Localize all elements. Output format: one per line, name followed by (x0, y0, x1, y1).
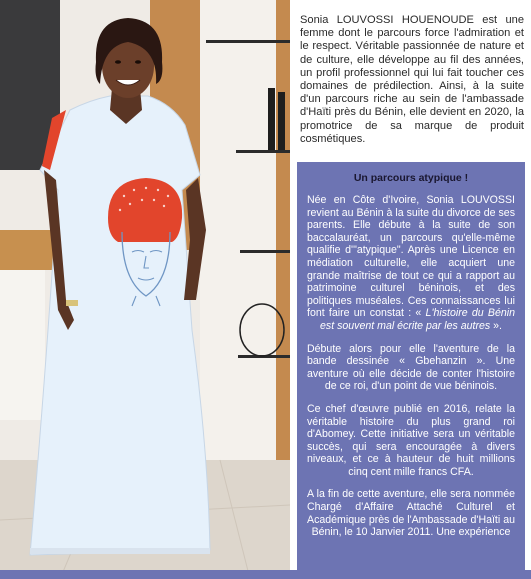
paragraph-1 (307, 194, 515, 333)
bottom-bar (0, 570, 531, 579)
paragraph-4: A la fin de cette aventure, elle sera nommée Chargé d'Affaire Attaché Culturel et Académique près de l'Ambassade d'Haïti au Bénin, le 10 Janvier 2011. Une expérience (307, 488, 515, 539)
intro-text (300, 14, 524, 146)
paragraph-1-quote: L'histoire du Bénin est souvent mal écrite par les autres (320, 307, 515, 332)
paragraph-1-text: Née en Côte d'Ivoire, Sonia LOUVOSSI revient au Bénin à la suite du divorce de ses parents. Elle débute à la suite de son baccalauréat, un parcours qu'elle-même qualifie d'"atypique". Après une Licence en médiation culturelle, elle acquiert une grande maîtrise de tout ce qui a rapport au patrimoine culturel béninois, et des politiques muséales. Ces connaissances lui font faire un constat : « (307, 194, 515, 320)
paragraph-3: Ce chef d'œuvre publié en 2016, relate la véritable histoire du plus grand roi d'Abomey. Cette initiative sera un véritable succès, qui sera encouragée à divers niveaux, et ce à hauteur de huit millions cinq cent mille francs CFA. (307, 402, 515, 478)
paragraph-2: Débute alors pour elle l'aventure de la bande dessinée « Gbehanzin ». Une aventure où elle décide de conter l'histoire de ce roi, d'un point de vue béninois. (307, 342, 515, 393)
sidebar-panel (297, 162, 525, 573)
panel-title: Un parcours atypique ! (353, 172, 469, 184)
intro-paragraph: Sonia LOUVOSSI HOUENOUDE est une femme dont le parcours force l'admiration et le respect. Véritable passionnée de nature et de culture, elle développe au fil des années, un profil professionnel qui lui fait toucher ces domaines de prédilection. Ainsi, à la suite d'un parcours riche au sein de l'ambassade d'Haïti près du Bénin, elle devient en 2020, la promotrice de sa marque de produit cosmétiques. (300, 14, 524, 145)
paragraph-1-end: ». (493, 319, 502, 332)
